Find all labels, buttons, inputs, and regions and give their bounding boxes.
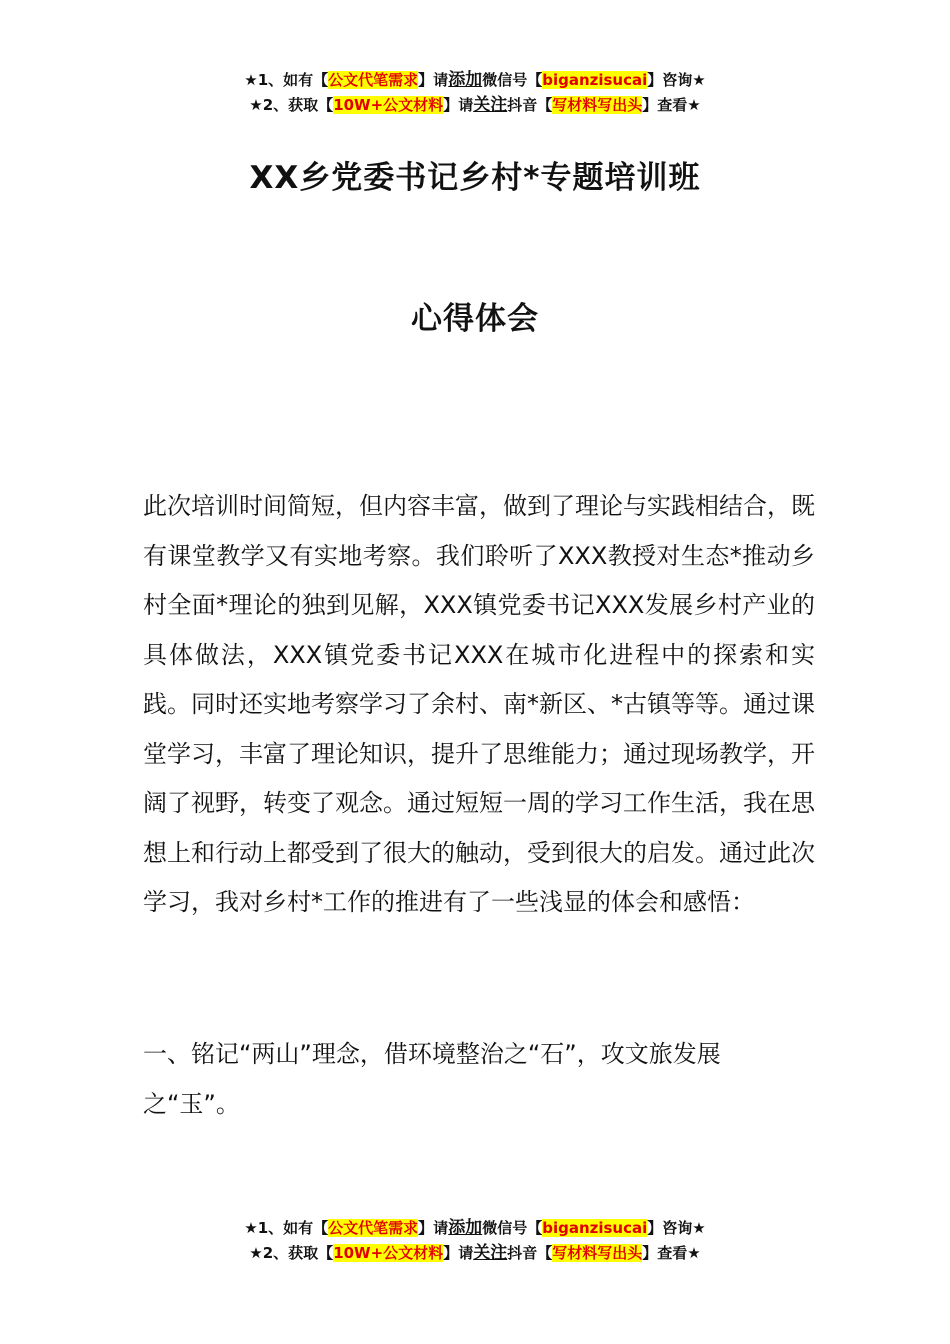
document-subtitle: 心得体会: [411, 301, 539, 337]
document-title: XX乡党委书记乡村*专题培训班: [249, 160, 701, 196]
body-paragraph: [143, 482, 815, 928]
promo-line-2: ★2、获取【10W+公文材料】请关注抖音【写材料写出头】查看★: [249, 95, 701, 115]
highlight-wechat-id: biganzisucai: [542, 1219, 648, 1237]
paragraph-intro: 此次培训时间简短，但内容丰富，做到了理论与实践相结合，既有课堂教学又有实地考察。我们聆听了XXX教授对生态*推动乡村全面*理论的独到见解，XXX镇党委书记XXX发展乡村产业的具体做法，XXX镇党委书记XXX在城市化进程中的探索和实践。同时还实地考察学习了余村、南*新区、*古镇等等。通过课堂学习，丰富了理论知识，提升了思维能力；通过现场教学，开阔了视野，转变了观念。通过短短一周的学习工作生活，我在思想上和行动上都受到了很大的触动，受到很大的启发。通过此次学习，我对乡村*工作的推进有了一些浅显的体会和感悟：: [143, 492, 815, 916]
promo-banner-bottom: [0, 1216, 950, 1266]
section-heading: [143, 1030, 815, 1129]
highlight-materials: 10W+公文材料: [333, 1244, 444, 1262]
promo-line-2: ★2、获取【10W+公文材料】请关注抖音【写材料写出头】查看★: [249, 1243, 701, 1263]
highlight-materials: 10W+公文材料: [333, 96, 444, 114]
highlight-douyin-id: 写材料写出头: [552, 96, 643, 114]
promo-banner-top: [0, 68, 950, 118]
promo-line-1: ★1、如有【公文代笔需求】请添加微信号【biganzisucai】咨询★: [244, 1218, 706, 1238]
section-heading-1: 一、铭记“两山”理念，借环境整治之“石”，攻文旅发展之“玉”。: [143, 1040, 721, 1118]
highlight-douyin-id: 写材料写出头: [552, 1244, 643, 1262]
highlight-wechat-id: biganzisucai: [542, 71, 648, 89]
highlight-service: 公文代笔需求: [328, 71, 419, 89]
highlight-service: 公文代笔需求: [328, 1219, 419, 1237]
promo-line-1: ★1、如有【公文代笔需求】请添加微信号【biganzisucai】咨询★: [244, 70, 706, 90]
